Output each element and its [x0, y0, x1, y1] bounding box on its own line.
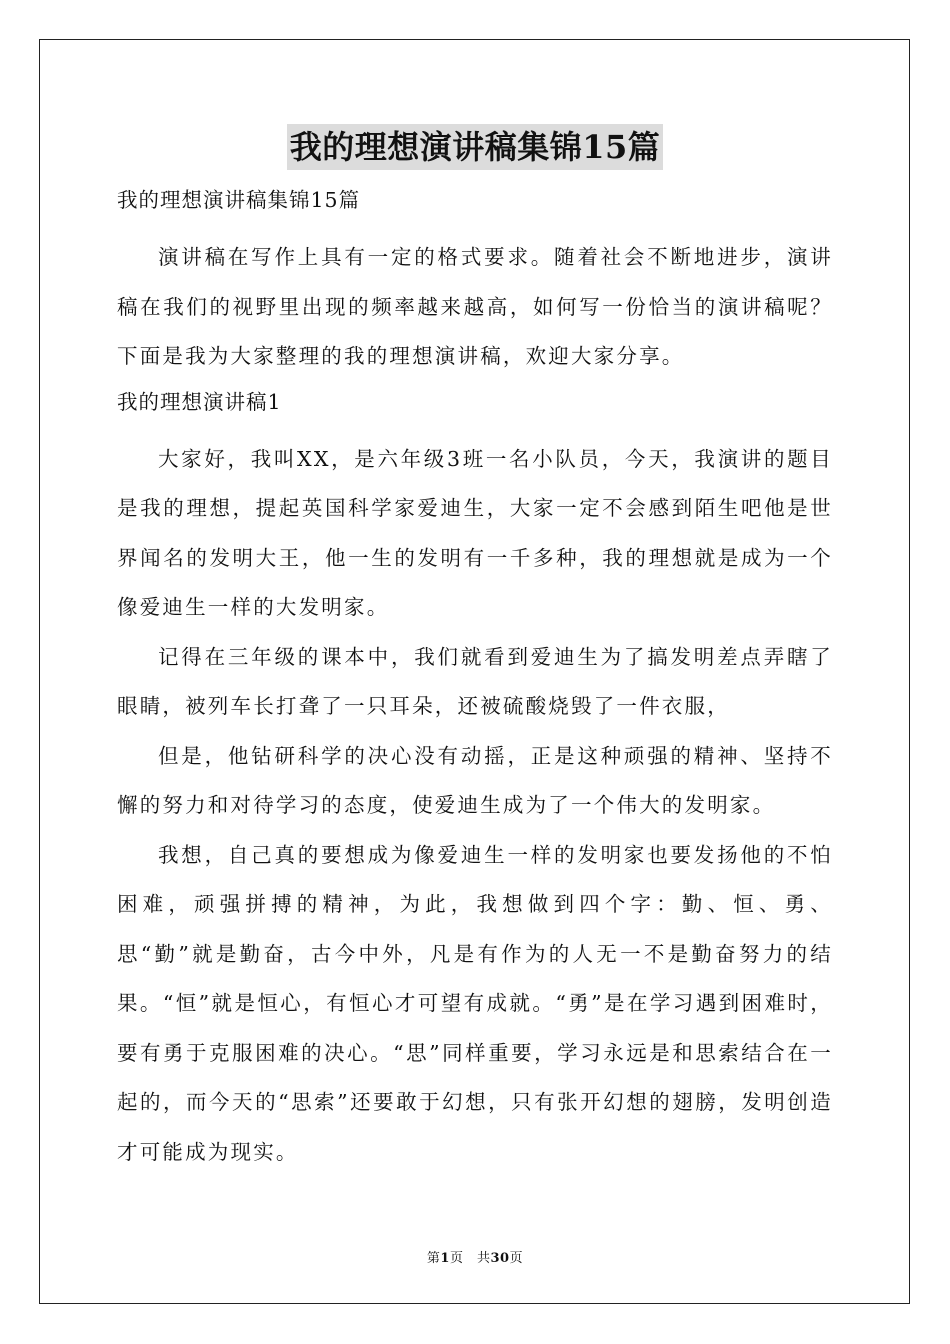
footer-mid: 页 共 [449, 1251, 491, 1266]
document-body [117, 182, 833, 1177]
total-page-count: 30 [490, 1251, 510, 1266]
body-paragraph-3: 但是，他钻研科学的决心没有动摇，正是这种顽强的精神、坚持不懈的努力和对待学习的态度，使爱迪生成为了一个伟大的发明家。 [117, 743, 833, 817]
intro-paragraph: 演讲稿在写作上具有一定的格式要求。随着社会不断地进步，演讲稿在我们的视野里出现的频率越来越高，如何写一份恰当的演讲稿呢？下面是我为大家整理的我的理想演讲稿，欢迎大家分享。 [117, 245, 833, 368]
document-subtitle: 我的理想演讲稿集锦15篇 [117, 188, 361, 212]
page-footer [0, 1247, 950, 1266]
footer-suffix: 页 [509, 1251, 524, 1266]
body-paragraph-1: 大家好，我叫XX，是六年级3班一名小队员，今天，我演讲的题目是我的理想，提起英国科学家爱迪生，大家一定不会感到陌生吧他是世界闻名的发明大王，他一生的发明有一千多种，我的理想就是成为一个像爱迪生一样的大发明家。 [117, 446, 833, 619]
body-paragraph-2: 记得在三年级的课本中，我们就看到爱迪生为了搞发明差点弄瞎了眼睛，被列车长打聋了一只耳朵，还被硫酸烧毁了一件衣服， [117, 644, 833, 718]
section-heading: 我的理想演讲稿1 [117, 389, 282, 414]
title-wrapper [0, 124, 950, 170]
current-page-number: 1 [440, 1251, 450, 1266]
body-paragraph-4: 我想，自己真的要想成为像爱迪生一样的发明家也要发扬他的不怕困难，顽强拼搏的精神，为此，我想做到四个字：勤、恒、勇、思“勤”就是勤奋，古今中外，凡是有作为的人无一不是勤奋努力的结果。“恒”就是恒心，有恒心才可望有成就。“勇”是在学习遇到困难时，要有勇于克服困难的决心。“思”同样重要，学习永远是和思索结合在一起的，而今天的“思索”还要敢于幻想，只有张开幻想的翅膀，发明创造才可能成为现实。 [117, 842, 833, 1164]
document-title: 我的理想演讲稿集锦15篇 [287, 124, 664, 170]
footer-prefix: 第 [426, 1251, 441, 1266]
